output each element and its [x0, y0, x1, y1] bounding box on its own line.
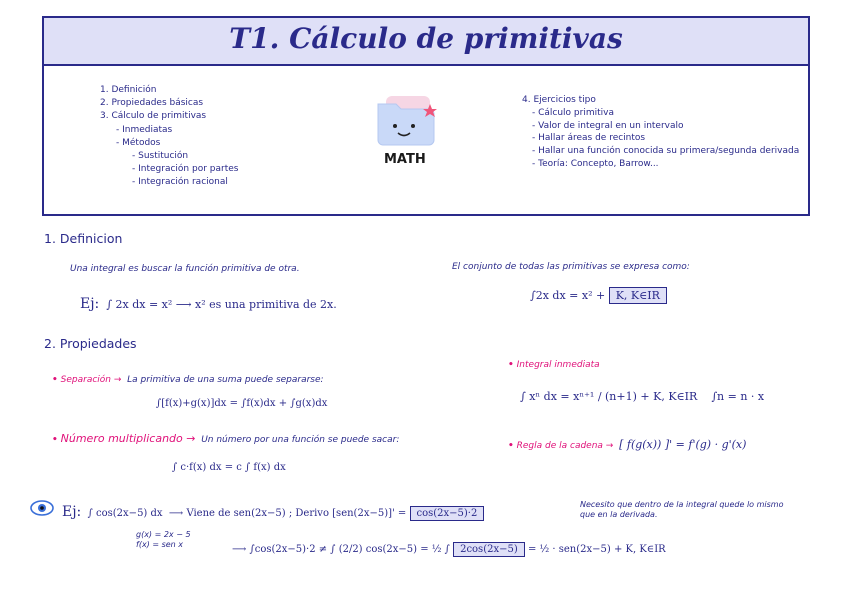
constant-box: K, K∈IR [609, 287, 667, 304]
exercise-item: - Cálculo primitiva [532, 107, 614, 118]
number-property: • Número multiplicando → Un número por una función se puede sacar: [52, 432, 400, 445]
section-heading-definicion: 1. Definicion [44, 231, 123, 246]
definition-example: Ej: ∫ 2x dx = x² ⟶ x² es una primitiva de 2x. [80, 296, 337, 312]
immediate-integral-label: • Integral inmediata [508, 360, 600, 370]
exercise-item: - Hallar una función conocida su primera/segunda derivada [532, 146, 800, 157]
index-item: - Integración racional [132, 177, 228, 188]
separation-formula: ∫[f(x)+g(x)]dx = ∫f(x)dx + ∫g(x)dx [156, 398, 328, 409]
exercise-item: - Valor de integral en un intervalo [532, 120, 684, 131]
index-item: - Sustitución [132, 151, 189, 162]
derivative-box: cos(2x−5)·2 [410, 506, 485, 521]
logo-text: MATH [384, 152, 426, 167]
immediate-integral-formula: ∫ xⁿ dx = xⁿ⁺¹ / (n+1) + K, K∈IR ∫n = n · x [520, 390, 765, 403]
page-title: T1. Cálculo de primitivas [229, 22, 623, 55]
index-item: 2. Propiedades básicas [100, 98, 204, 109]
eye-icon [30, 500, 54, 520]
exercise-item: - Teoría: Concepto, Barrow... [532, 158, 659, 169]
definition-text: Una integral es buscar la función primitiva de otra. [70, 264, 300, 274]
exercise-item: - Hallar áreas de recintos [532, 133, 646, 144]
separation-property: • Separación → La primitiva de una suma puede separarse: [52, 375, 324, 385]
solution-box: 2cos(2x−5) [453, 542, 525, 557]
math-folder-logo [370, 90, 444, 172]
index-right-title: 4. Ejercicios tipo [522, 95, 596, 105]
index-item: 3. Cálculo de primitivas [100, 111, 207, 122]
header-box [42, 16, 810, 216]
chain-rule: • Regla de la cadena → [ f(g(x)) ]' = f'(g) · g'(x) [508, 438, 747, 451]
example-solution: ⟶ ∫cos(2x−5)·2 ≠ ∫ (2/2) cos(2x−5) = ½ ∫ 2cos(2x−5) = ½ · sen(2x−5) + K, K∈IR [232, 544, 666, 555]
section-heading-propiedades: 2. Propiedades [44, 336, 137, 351]
example-definitions: g(x) = 2x − 5 f(x) = sen x [136, 530, 191, 549]
example-note: Necesito que dentro de la integral quede lo mismo que en la derivada. [580, 500, 784, 519]
example-line: Ej: ∫ cos(2x−5) dx ⟶ Viene de sen(2x−5) ; Derivo [sen(2x−5)]' = cos(2x−5)·2 [62, 504, 484, 520]
index-item: 1. Definición [100, 85, 157, 95]
title-bar [44, 18, 808, 66]
index-item: - Métodos [116, 137, 161, 148]
primitive-set-formula: ∫2x dx = x² + K, K∈IR [530, 289, 667, 302]
index-left [100, 84, 238, 190]
number-formula: ∫ c·f(x) dx = c ∫ f(x) dx [172, 462, 286, 473]
index-right [522, 94, 799, 171]
primitive-set-text: El conjunto de todas las primitivas se expresa como: [452, 262, 690, 272]
index-item: - Inmediatas [116, 124, 173, 135]
index-item: - Integración por partes [132, 164, 239, 175]
eye-icon-svg [30, 500, 54, 516]
